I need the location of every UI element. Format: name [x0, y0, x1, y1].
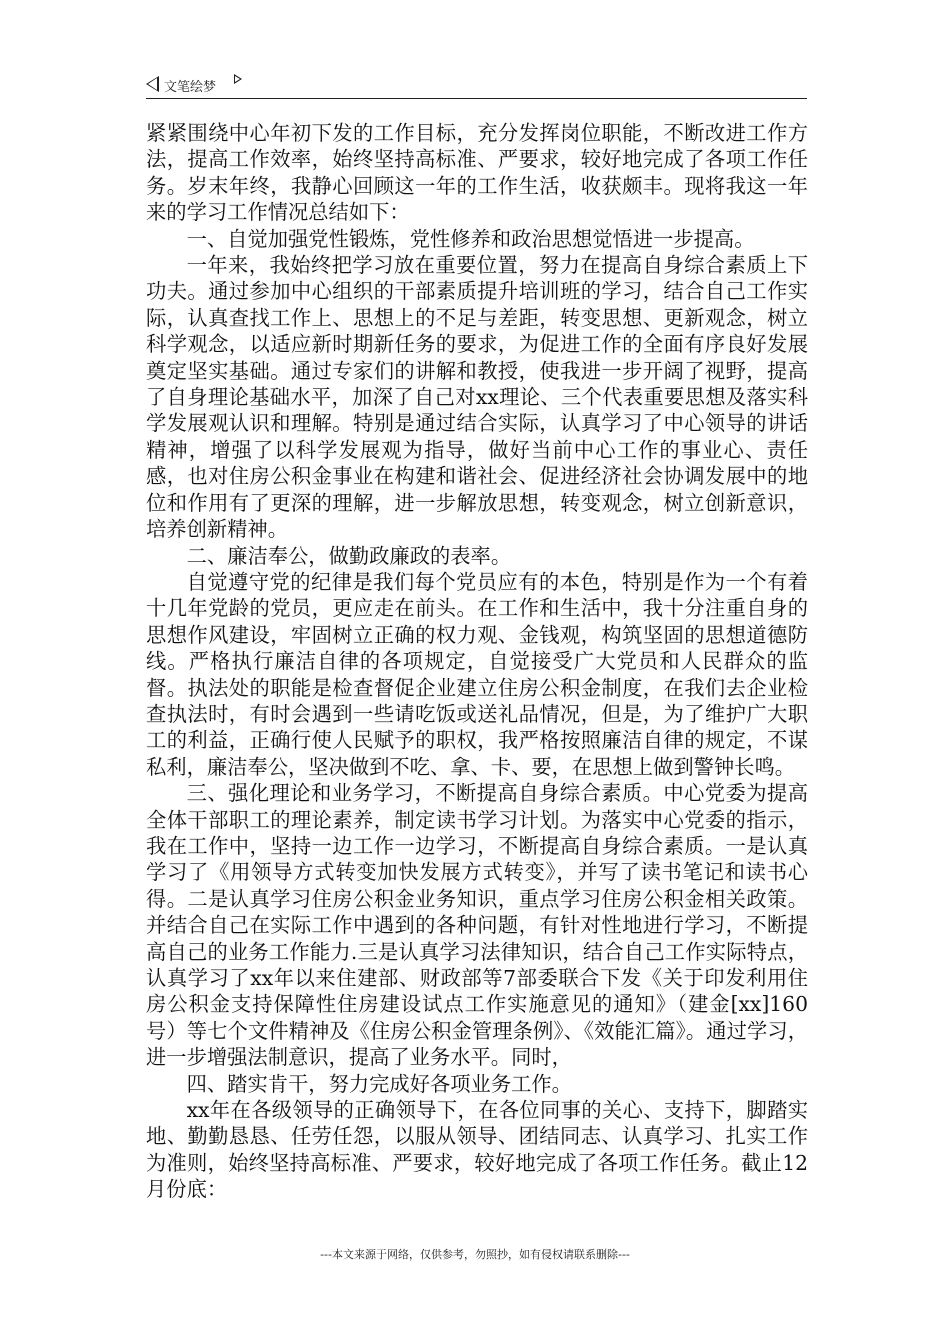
- paragraph-1: 一年来，我始终把学习放在重要位置，努力在提高自身综合素质上下功夫。通过参加中心组织的干部素质提升培训班的学习，结合自己工作实际，认真查找工作上、思想上的不足与差距，转变思想、更新观念，树立科学观念，以适应新时期新任务的要求，为促进工作的全面有序良好发展奠定坚实基础。通过专家们的讲解和教授，使我进一步开阔了视野，提高了自身理论基础水平，加深了自己对xx理论、三个代表重要思想及落实科学发展观认识和理解。特别是通过结合实际，认真学习了中心领导的讲话精神，增强了以科学发展观为指导，做好当前中心工作的事业心、责任感，也对住房公积金事业在构建和谐社会、促进经济社会协调发展中的地位和作用有了更深的理解，进一步解放思想，转变观念，树立创新意识，培养创新精神。: [146, 253, 808, 542]
- paragraph-2: 自觉遵守党的纪律是我们每个党员应有的本色，特别是作为一个有着十几年党龄的党员，更应走在前头。在工作和生活中，我十分注重自身的思想作风建设，牢固树立正确的权力观、金钱观，构筑坚固的思想道德防线。严格执行廉洁自律的各项规定，自觉接受广大党员和人民群众的监督。执法处的职能是检查督促企业建立住房公积金制度，在我们去企业检查执法时，有时会遇到一些请吃饭或送礼品情况，但是，为了维护广大职工的利益，正确行使人民赋予的职权，我严格按照廉洁自律的规定，不谋私利，廉洁奉公，坚决做到不吃、拿、卡、要，在思想上做到警钟长鸣。: [146, 569, 808, 779]
- section-heading-2: 二、廉洁奉公，做勤政廉政的表率。: [186, 543, 512, 568]
- document-body: [146, 120, 808, 1203]
- header-title: 文笔绘梦: [164, 80, 217, 95]
- paragraph-intro: 紧紧围绕中心年初下发的工作目标，充分发挥岗位职能，不断改进工作方法，提高工作效率，始终坚持高标准、严要求，较好地完成了各项工作任务。岁末年终，我静心回顾这一年的工作生活，收获颇丰。现将我这一年来的学习工作情况总结如下：: [146, 121, 808, 225]
- page-footer: ---本文来源于网络，仅供参考，勿照抄，如有侵权请联系删除---: [320, 1248, 630, 1261]
- triangle-right-icon: [234, 74, 242, 84]
- triangle-left-icon: [146, 76, 159, 92]
- page-header: [146, 70, 807, 99]
- paragraph-4: xx年在各级领导的正确领导下，在各位同事的关心、支持下，脚踏实地、勤勤恳恳、任劳任怨，以服从领导、团结同志、认真学习、扎实工作为准则，始终坚持高标准、严要求，较好地完成了各项工作任务。截止12月份底：: [146, 1098, 808, 1202]
- section-heading-1: 一、自觉加强党性锻炼，党性修养和政治思想觉悟进一步提高。: [186, 226, 755, 251]
- section-heading-4: 四、踏实肯干，努力完成好各项业务工作。: [186, 1071, 572, 1096]
- paragraph-3: 三、强化理论和业务学习，不断提高自身综合素质。中心党委为提高全体干部职工的理论素养，制定读书学习计划。为落实中心党委的指示，我在工作中，坚持一边工作一边学习，不断提高自身综合素质。一是认真学习了《用领导方式转变加快发展方式转变》，并写了读书笔记和读书心得。二是认真学习住房公积金业务知识，重点学习住房公积金相关政策。并结合自己在实际工作中遇到的各种问题，有针对性地进行学习，不断提高自己的业务工作能力.三是认真学习法律知识，结合自己工作实际特点，认真学习了xx年以来住建部、财政部等7部委联合下发《关于印发利用住房公积金支持保障性住房建设试点工作实施意见的通知》（建金[xx]160号）等七个文件精神及《住房公积金管理条例》、《效能汇篇》。通过学习，进一步增强法制意识，提高了业务水平。同时，: [146, 781, 808, 1070]
